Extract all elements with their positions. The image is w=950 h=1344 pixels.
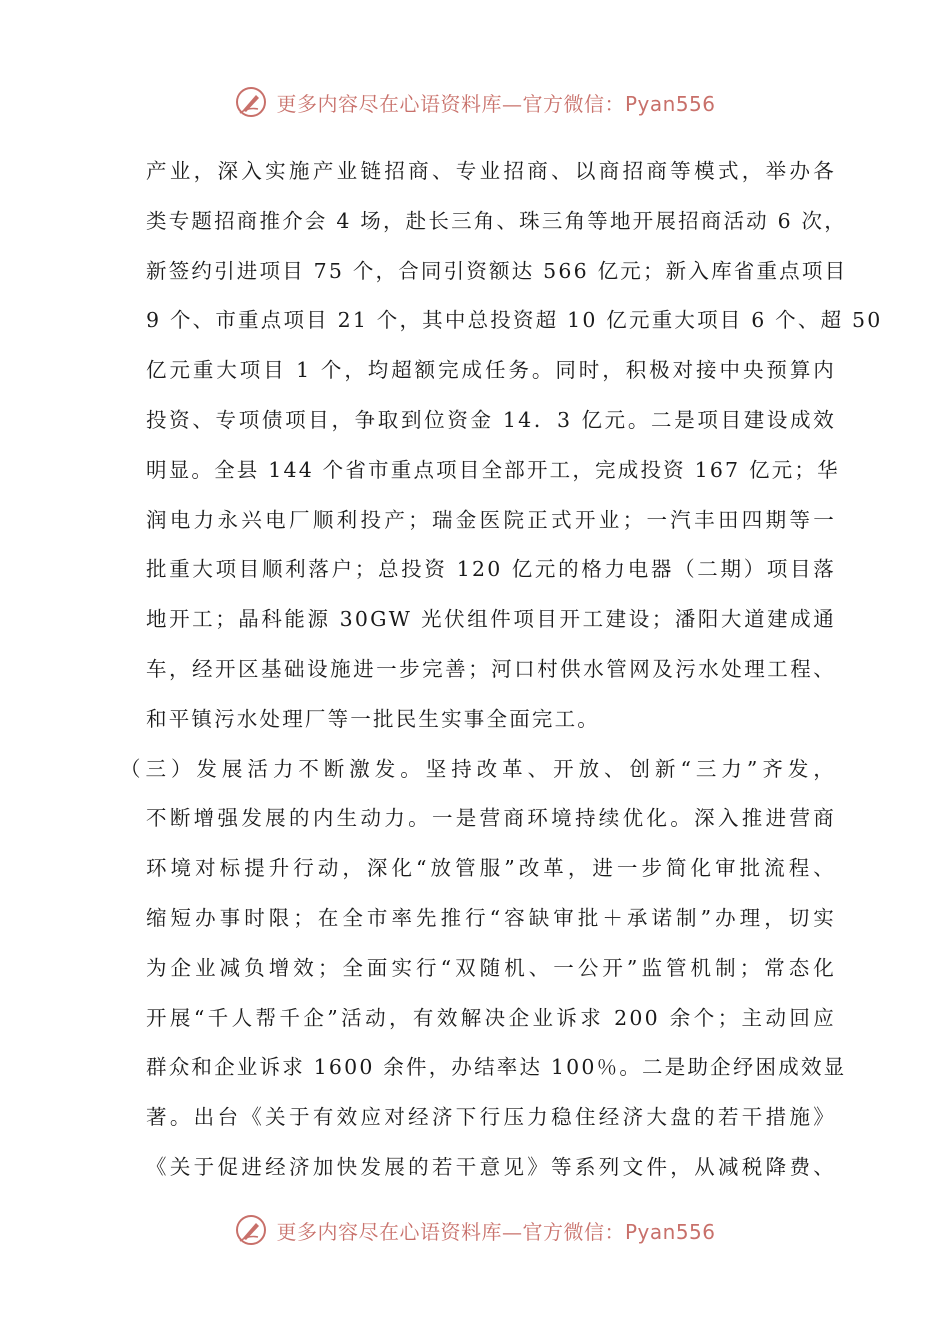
text-line: 新签约引进项目 75 个，合同引资额达 566 亿元；新入库省重点项目 (146, 258, 848, 283)
text-line: 9 个、市重点项目 21 个，其中总投资超 10 亿元重大项目 6 个、超 50 (146, 308, 883, 333)
watermark-wechat-id: Pyan556 (624, 91, 716, 116)
text-line: 为企业减负增效；全面实行“双随机、一公开”监管机制；常态化 (146, 955, 836, 980)
watermark-main-text: 更多内容尽在心语资料库 (276, 91, 502, 116)
text-line: 缩短办事时限；在全市率先推行“容缺审批＋承诺制”办理，切实 (146, 905, 836, 930)
pen-logo-icon (234, 1213, 268, 1247)
watermark-wechat-label: 官方微信： (522, 1219, 625, 1244)
watermark-dash: — (501, 1219, 523, 1244)
text-line: 地开工；晶科能源 30GW 光伏组件项目开工建设；潘阳大道建成通 (146, 607, 836, 632)
text-line: 亿元重大项目 1 个，均超额完成任务。同时，积极对接中央预算内 (146, 358, 836, 383)
watermark-text (276, 1216, 715, 1245)
text-line: 《关于促进经济加快发展的若干意见》等系列文件，从减税降费、 (146, 1154, 836, 1179)
text-line: 类专题招商推介会 4 场，赴长三角、珠三角等地开展招商活动 6 次， (146, 208, 847, 233)
text-line: 投资、专项债项目，争取到位资金 14．3 亿元。二是项目建设成效 (146, 407, 836, 432)
document-body (120, 147, 883, 1193)
text-line: 车，经开区基础设施进一步完善；河口村供水管网及污水处理工程、 (146, 656, 836, 681)
text-line: 明显。全县 144 个省市重点项目全部开工，完成投资 167 亿元；华 (146, 457, 840, 482)
watermark-text (276, 88, 715, 117)
text-line: 产业，深入实施产业链招商、专业招商、以商招商等模式，举办各 (146, 159, 836, 183)
text-line: 开展“千人帮千企”活动，有效解决企业诉求 200 余个；主动回应 (146, 1005, 836, 1030)
text-line: 批重大项目顺利落户；总投资 120 亿元的格力电器（二期）项目落 (146, 557, 836, 582)
text-line: 和平镇污水处理厂等一批民生实事全面完工。 (146, 706, 600, 731)
header-watermark (0, 82, 950, 122)
footer-watermark (0, 1210, 950, 1250)
watermark-wechat-id: Pyan556 (624, 1219, 716, 1244)
text-line: 不断增强发展的内生动力。一是营商环境持续优化。深入推进营商 (146, 806, 836, 831)
watermark-wechat-label: 官方微信： (522, 91, 625, 116)
section-heading-line: （三）发展活力不断激发。坚持改革、开放、创新“三力”齐发， (120, 756, 836, 781)
text-line: 著。出台《关于有效应对经济下行压力稳住经济大盘的若干措施》 (146, 1105, 836, 1130)
watermark-main-text: 更多内容尽在心语资料库 (276, 1219, 502, 1244)
text-line: 环境对标提升行动，深化“放管服”改革，进一步简化审批流程、 (146, 856, 836, 881)
pen-logo-icon (234, 85, 268, 119)
text-line: 群众和企业诉求 1600 余件，办结率达 100％。二是助企纾困成效显 (146, 1055, 847, 1080)
watermark-dash: — (501, 91, 523, 116)
text-line: 润电力永兴电厂顺利投产；瑞金医院正式开业；一汽丰田四期等一 (146, 507, 836, 532)
